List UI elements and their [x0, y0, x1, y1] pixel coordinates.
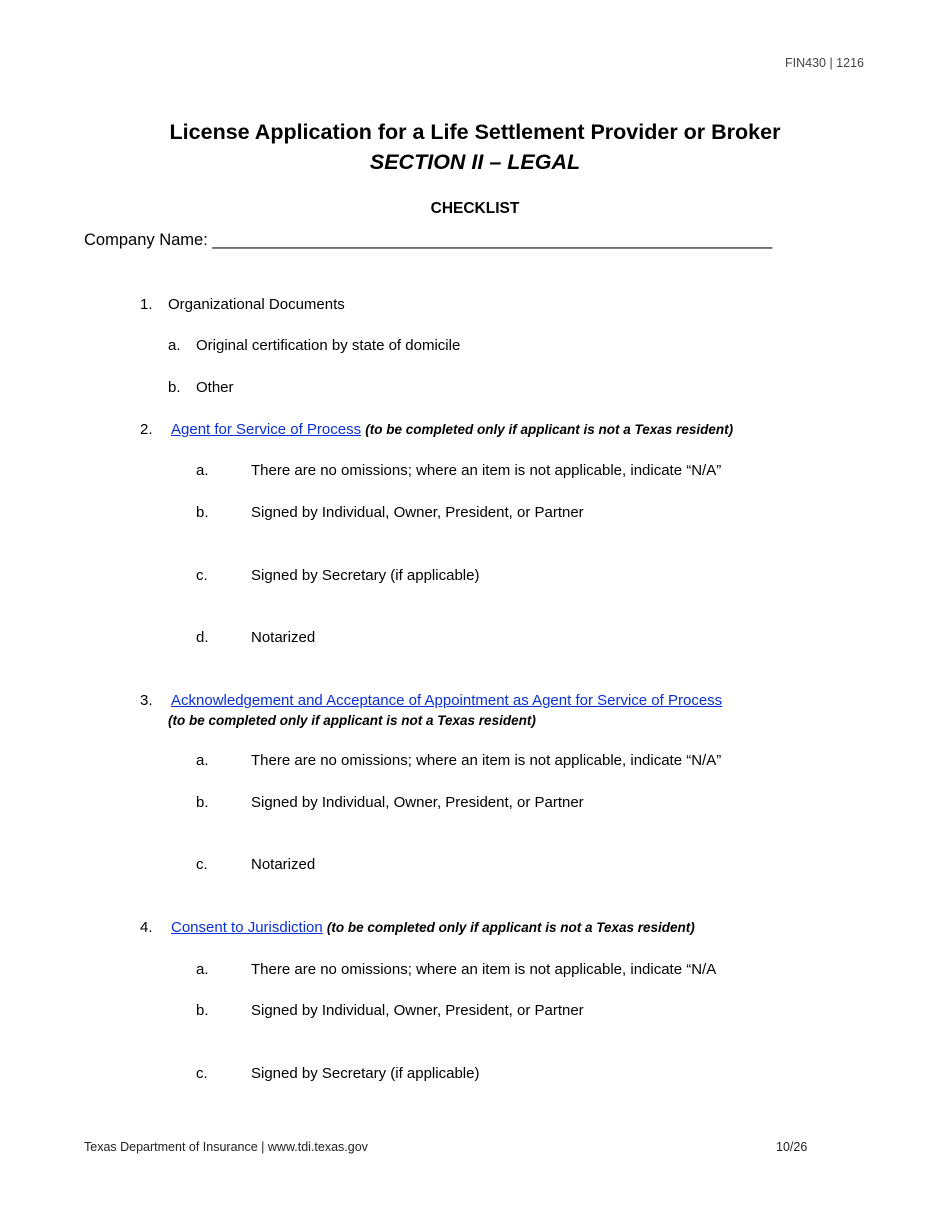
page-number: 10/26 [776, 1140, 808, 1154]
section-subtitle: SECTION II – LEGAL [369, 150, 581, 174]
subitem-letter: b. [196, 1002, 209, 1019]
item-note: (to be completed only if applicant is not a Texas resident) [365, 422, 734, 437]
page-title: License Application for a Life Settlement Provider or Broker [169, 120, 781, 144]
item-line [171, 692, 722, 709]
item-note: (to be completed only if applicant is not a Texas resident) [168, 713, 536, 728]
item-number: 3. [140, 692, 153, 709]
company-name-line [84, 231, 772, 250]
footer-agency: Texas Department of Insurance | www.tdi.texas.gov [84, 1140, 368, 1154]
subitem-text: There are no omissions; where an item is not applicable, indicate “N/A” [251, 462, 722, 479]
subitem-text: Signed by Secretary (if applicable) [251, 567, 480, 584]
subitem-letter: a. [196, 961, 209, 978]
item-number: 2. [140, 421, 153, 438]
subitem-text: Signed by Individual, Owner, President, or Partner [251, 504, 584, 521]
item-number: 4. [140, 919, 153, 936]
subitem-letter: a. [168, 337, 181, 354]
item-line [171, 919, 695, 936]
item-line [171, 421, 733, 438]
subitem-letter: b. [196, 504, 209, 521]
agent-for-service-link[interactable]: Agent for Service of Process [171, 421, 362, 438]
subitem-text: Signed by Individual, Owner, President, or Partner [251, 794, 584, 811]
acknowledgement-appointment-link[interactable]: Acknowledgement and Acceptance of Appointment as Agent for Service of Process [171, 692, 723, 709]
subitem-letter: b. [168, 379, 181, 396]
item-number: 1. [140, 296, 153, 313]
subitem-letter: a. [196, 462, 209, 479]
subitem-text: Original certification by state of domicile [196, 337, 461, 354]
subitem-text: Notarized [251, 856, 316, 873]
subitem-text: There are no omissions; where an item is not applicable, indicate “N/A” [251, 752, 722, 769]
subitem-letter: c. [196, 567, 208, 584]
subitem-letter: a. [196, 752, 209, 769]
subitem-text: Notarized [251, 629, 316, 646]
checklist-heading: CHECKLIST [430, 200, 520, 217]
form-id: FIN430 | 1216 [785, 56, 864, 70]
subitem-letter: d. [196, 629, 209, 646]
item-note: (to be completed only if applicant is not a Texas resident) [326, 920, 695, 935]
subitem-text: Signed by Individual, Owner, President, or Partner [251, 1002, 584, 1019]
subitem-letter: c. [196, 856, 208, 873]
consent-to-jurisdiction-link[interactable]: Consent to Jurisdiction [171, 919, 323, 936]
subitem-letter: b. [196, 794, 209, 811]
subitem-letter: c. [196, 1065, 208, 1082]
subitem-text: Signed by Secretary (if applicable) [251, 1065, 480, 1082]
subitem-text: Other [196, 379, 234, 396]
company-name-label: Company Name: [84, 231, 208, 249]
subitem-text: There are no omissions; where an item is not applicable, indicate “N/A [251, 961, 717, 978]
company-name-field[interactable]: _____________________________________________________________ [212, 231, 773, 249]
item-title: Organizational Documents [168, 296, 345, 313]
